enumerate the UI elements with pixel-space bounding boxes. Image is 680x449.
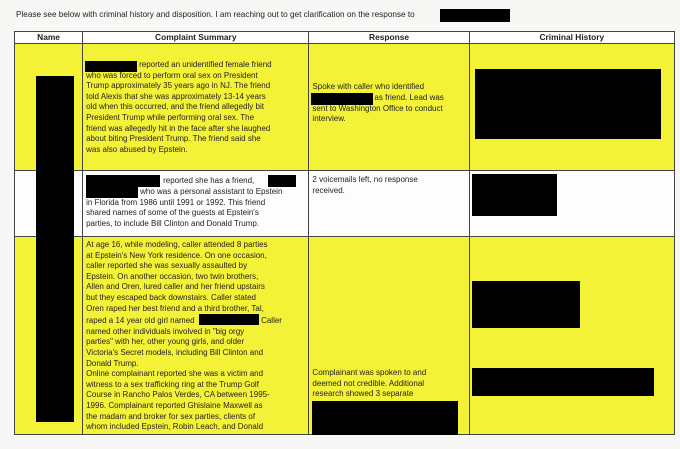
intro-text [16, 10, 415, 19]
intro-sentence: Please see below with criminal history and disposition. I am reaching out to get clarification on the response to [16, 10, 415, 19]
redaction-box [36, 76, 74, 422]
header-criminal-history: Criminal History [469, 32, 674, 44]
criminal-history-table [14, 31, 675, 435]
response-line: research showed 3 separate [312, 389, 414, 399]
table-row [15, 44, 675, 171]
response-line: deemed not credible. Additional [312, 378, 425, 388]
header-response: Response [309, 32, 469, 44]
summary-line: whom included Epstein, Robin Leach, and Donald [86, 422, 264, 432]
summary-line: Course in Rancho Palos Verdes, CA between 1995- [86, 390, 270, 400]
summary-line: At age 16, while modeling, caller attended 8 parties [86, 240, 268, 249]
history-cell [469, 44, 674, 171]
summary-line: reported she has a friend, [163, 176, 255, 185]
summary-text [86, 240, 282, 433]
history-cell [469, 237, 674, 435]
summary-line: about biting President Trump. The friend said she [86, 134, 261, 144]
summary-cell [83, 44, 309, 171]
redaction-box [268, 175, 296, 187]
response-line: 2 voicemails left, no response [312, 175, 418, 184]
redaction-box [312, 401, 458, 435]
response-cell [309, 171, 469, 237]
redaction-box [472, 281, 580, 328]
summary-line: Epstein. On another occasion, two twin brothers, [86, 271, 259, 281]
redaction-box [472, 174, 557, 216]
summary-line: who was forced to perform oral sex on President [86, 70, 258, 80]
summary-line: parties, to include Bill Clinton and Donald Trump. [86, 218, 260, 228]
response-line: interview. [312, 114, 346, 124]
redaction-box [86, 187, 138, 198]
response-text [312, 175, 417, 196]
summary-line: was also abused by Epstein. [86, 144, 188, 154]
summary-line: Allen and Oren, lured caller and her friend upstairs [86, 282, 265, 292]
summary-line: old when this occurred, and the friend allegedly bit [86, 102, 264, 112]
summary-line: Oren raped her best friend and a third brother, Tal, [86, 303, 264, 313]
table-row [15, 237, 675, 435]
response-cell [309, 44, 469, 171]
summary-line: caller reported she was sexually assaulted by [86, 261, 248, 271]
summary-line: Victoria's Secret models, including Bill Clinton and [86, 347, 264, 357]
summary-line: who was a personal assistant to Epstein [140, 187, 283, 196]
summary-line: at Epstein's New York residence. On one occasion, [86, 250, 267, 260]
summary-line: witness to a sex trafficking ring at the Trump Golf [86, 379, 259, 389]
redaction-box [86, 175, 160, 187]
summary-line: shared names of some of the guests at Epstein's [86, 208, 259, 218]
response-line: as friend. Lead was [374, 93, 444, 102]
summary-line: reported an unidentified female friend [139, 60, 272, 69]
summary-line: named other individuals involved in "big orgy [86, 326, 245, 336]
response-line: Spoke with caller who identified [312, 82, 425, 91]
summary-line: but they escaped back downstairs. Caller stated [86, 292, 256, 302]
summary-text [86, 71, 270, 156]
response-line: received. [312, 185, 345, 195]
header-complaint-summary: Complaint Summary [83, 32, 309, 44]
summary-line: told Alexis that she was approximately 13-14 years [86, 91, 266, 101]
response-line: sent to Washington Office to conduct [312, 103, 443, 113]
response-line: Complainant was spoken to and [312, 368, 427, 377]
summary-line: 1996. Complainant reported Ghislaine Maxwell as [86, 400, 263, 410]
summary-line: Trump approximately 35 years ago in NJ. The friend [86, 81, 271, 91]
summary-line: in Florida from 1986 until 1991 or 1992. This friend [86, 197, 266, 207]
response-text [312, 368, 426, 400]
response-cell [309, 237, 469, 435]
redaction-box [440, 9, 510, 22]
summary-line: the madam and broker for sex parties, clients of [86, 411, 256, 421]
summary-line: friend was allegedly hit in the face after she laughed [86, 123, 271, 133]
summary-line: Online complainant reported she was a victim and [86, 369, 264, 379]
summary-cell [83, 171, 309, 237]
summary-line-with-redaction [86, 314, 282, 327]
caller-word: Caller [261, 316, 282, 326]
summary-line: President Trump while performing oral sex. The [86, 112, 255, 122]
summary-text [86, 198, 265, 230]
table-row [15, 171, 675, 237]
redaction-box [199, 314, 259, 325]
redaction-box [472, 368, 654, 396]
header-row [15, 32, 675, 44]
header-name: Name [15, 32, 83, 44]
summary-line: raped a 14 year old girl named [86, 316, 195, 326]
history-cell [469, 171, 674, 237]
summary-line: Donald Trump. [86, 358, 139, 368]
redaction-box [475, 69, 661, 139]
summary-line: parties" with her, other young girls, and older [86, 337, 245, 347]
summary-cell [83, 237, 309, 435]
